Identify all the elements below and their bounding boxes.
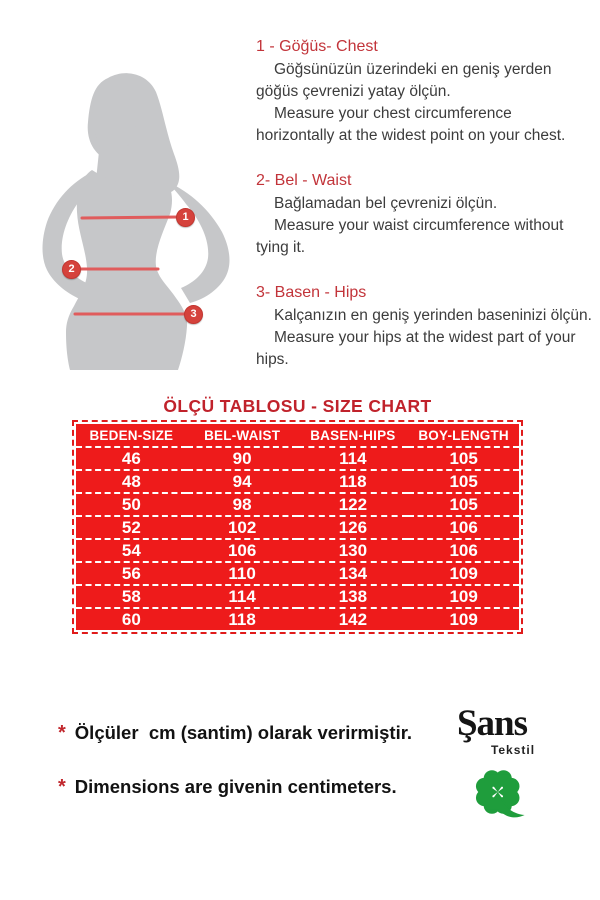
size-table-row: [76, 585, 519, 608]
section-paragraph: Measure your waist circumference without tying it.: [256, 217, 564, 256]
female-silhouette-icon: [30, 70, 250, 385]
size-table-cell: 50: [76, 493, 187, 516]
size-table-cell: 138: [298, 585, 409, 608]
size-chart-title: ÖLÇÜ TABLOSU - SIZE CHART: [163, 396, 432, 416]
size-table-cell: 105: [408, 470, 519, 493]
section-heading: 1 - Göğüs- Chest: [256, 38, 378, 55]
brand-name: Şans: [456, 703, 528, 744]
size-table-cell: 109: [408, 562, 519, 585]
measure-marker-3: 3: [184, 305, 203, 324]
size-table-cell: 58: [76, 585, 187, 608]
size-table-cell: 142: [298, 608, 409, 630]
section-paragraph: Göğsünüzün üzerindeki en geniş yerden göğüs çevrenizi yatay ölçün.: [256, 61, 552, 100]
measure-section-3: [256, 282, 594, 371]
size-table-header-cell: BEDEN-SIZE: [89, 427, 174, 443]
size-table-header-cell: BOY-LENGTH: [418, 427, 509, 443]
size-table-cell: 126: [298, 516, 409, 539]
size-table-row: [76, 516, 519, 539]
size-table-cell: 130: [298, 539, 409, 562]
size-table-cell: 94: [187, 470, 298, 493]
size-table-cell: 90: [187, 447, 298, 470]
size-table-cell: 106: [408, 539, 519, 562]
measurement-instructions: [256, 36, 594, 394]
clover-icon: [464, 760, 534, 824]
section-heading: 3- Basen - Hips: [256, 284, 367, 301]
asterisk-marker: *: [58, 776, 66, 798]
size-table-row: [76, 539, 519, 562]
size-table-row: [76, 470, 519, 493]
size-table-cell: 102: [187, 516, 298, 539]
section-paragraph: Bağlamadan bel çevrenizi ölçün.: [274, 195, 498, 212]
size-table-cell: 56: [76, 562, 187, 585]
note: [58, 722, 438, 745]
size-chart: [72, 396, 523, 634]
measure-section-1: [256, 36, 594, 147]
size-table-cell: 114: [187, 585, 298, 608]
size-table-cell: 122: [298, 493, 409, 516]
section-paragraph: Measure your hips at the widest part of your hips.: [256, 329, 576, 368]
measure-marker-1: 1: [176, 208, 195, 227]
size-table-frame: [72, 420, 523, 634]
measure-marker-2: 2: [62, 260, 81, 279]
section-paragraph: Measure your chest circumference horizontally at the widest point on your chest.: [256, 105, 566, 144]
size-table-row: [76, 608, 519, 630]
size-table-cell: 109: [408, 608, 519, 630]
size-table-cell: 60: [76, 608, 187, 630]
note-text: Ölçüler cm (santim) olarak verirmiştir.: [74, 722, 413, 743]
brand-logo: [446, 700, 550, 840]
note: [58, 776, 438, 799]
size-table-cell: 114: [298, 447, 409, 470]
section-heading: 2- Bel - Waist: [256, 172, 352, 189]
size-table-cell: 118: [187, 608, 298, 630]
measure-section-2: [256, 170, 594, 259]
size-table-row: [76, 493, 519, 516]
size-table-row: [76, 447, 519, 470]
unit-notes: [58, 722, 438, 830]
note-text: Dimensions are givenin centimeters.: [74, 776, 397, 797]
size-table-cell: 46: [76, 447, 187, 470]
size-table-cell: 110: [187, 562, 298, 585]
size-table-header-cell: BEL-WAIST: [204, 427, 281, 443]
size-table-cell: 98: [187, 493, 298, 516]
section-paragraph: Kalçanızın en geniş yerinden baseninizi ölçün.: [274, 307, 592, 324]
size-table-cell: 134: [298, 562, 409, 585]
size-table-cell: 109: [408, 585, 519, 608]
size-table: [76, 424, 519, 630]
size-table-header-cell: BASEN-HIPS: [310, 427, 396, 443]
size-table-cell: 54: [76, 539, 187, 562]
asterisk-marker: *: [58, 722, 66, 744]
size-table-header-row: [76, 424, 519, 447]
size-table-cell: 105: [408, 447, 519, 470]
brand-subtitle: Tekstil: [490, 743, 536, 757]
size-table-cell: 106: [408, 516, 519, 539]
measurement-figure: [30, 70, 250, 385]
size-table-cell: 52: [76, 516, 187, 539]
size-table-cell: 105: [408, 493, 519, 516]
size-table-row: [76, 562, 519, 585]
size-table-cell: 48: [76, 470, 187, 493]
size-table-cell: 118: [298, 470, 409, 493]
size-table-cell: 106: [187, 539, 298, 562]
